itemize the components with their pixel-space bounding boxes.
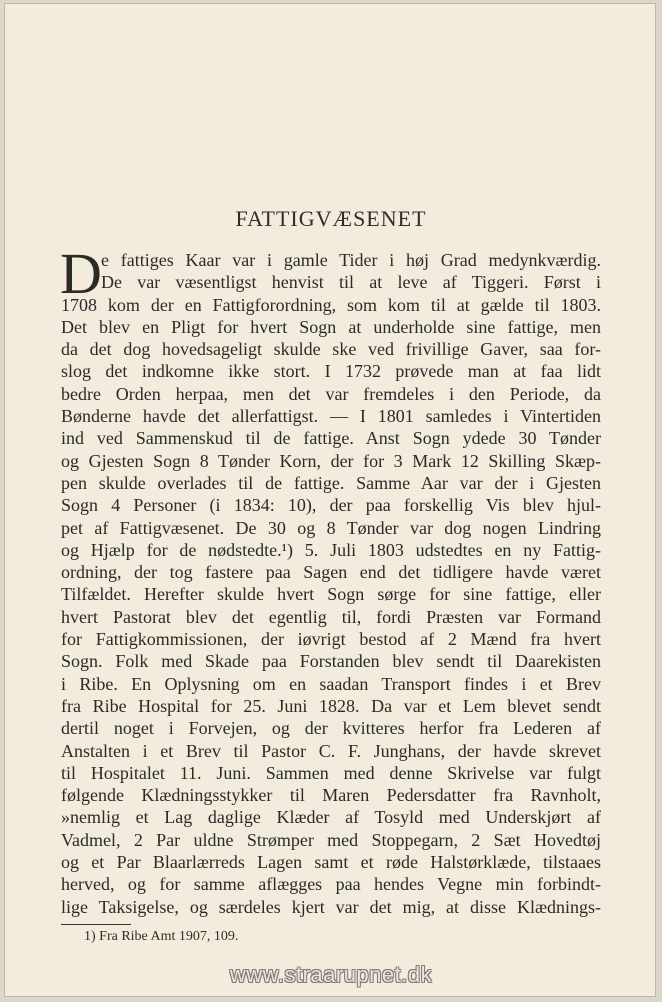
text-line: følgende Klædningsstykker til Maren Pedersdatter fra Ravnholt, [61, 785, 601, 806]
text-line: Tilfældet. Herefter skulde hvert Sogn sørge for sine fattige, eller [61, 584, 601, 605]
text-line: fra Ribe Hospital for 25. Juni 1828. Da var et Lem blevet sendt [61, 695, 601, 716]
text-line: De var væsentligst henvist til at leve af Tiggeri. Først i [101, 272, 601, 293]
text-line: lige Taksigelse, og særdeles kjert var det mig, at disse Klædnings- [61, 896, 601, 917]
text-line: bedre Orden herpaa, men det var fremdeles i den Periode, da [61, 383, 601, 404]
text-line: Anstalten i et Brev til Pastor C. F. Junghans, der havde skrevet [61, 740, 601, 761]
drop-cap: D [60, 241, 102, 306]
text-line: Vadmel, 2 Par uldne Strømper med Stoppegarn, 2 Sæt Hovedtøj [61, 829, 601, 850]
text-line: hvert Pastorat blev det egentlig til, fordi Præsten var Formand [61, 606, 601, 627]
text-line: Sogn 4 Personer (i 1834: 10), der paa forskellig Vis blev hjul- [61, 495, 601, 516]
text-line: pet af Fattigvæsenet. De 30 og 8 Tønder var dog nogen Lindring [61, 517, 601, 538]
text-line: i Ribe. En Oplysning om en saadan Transport findes i et Brev [61, 673, 601, 694]
text-line: herved, og for samme aflægges paa hendes Vegne min forbindt- [61, 874, 601, 895]
text-line: 1708 kom der en Fattigforordning, som kom til at gælde til 1803. [61, 294, 601, 315]
text-line: »nemlig et Lag daglige Klæder af Tosyld med Underskjørt af [61, 807, 601, 828]
text-line: for Fattigkommissionen, der iøvrigt bestod af 2 Mænd fra hvert [61, 629, 601, 650]
text-line: Bønderne havde det allerfattigst. — I 1801 samledes i Vintertiden [61, 406, 601, 427]
text-line: til Hospitalet 11. Juni. Sammen med denne Skrivelse var fulgt [61, 762, 601, 783]
text-line: og et Par Blaarlærreds Lagen samt et røde Halstørklæde, tilstaaes [61, 852, 601, 873]
text-line: e fattiges Kaar var i gamle Tider i høj Grad medynkværdig. [101, 250, 601, 270]
text-line: og Gjesten Sogn 8 Tønder Korn, der for 3 Mark 12 Skilling Skæp- [61, 450, 601, 471]
footnote-divider [61, 924, 131, 925]
watermark: www.straarupnet.dk [229, 962, 433, 987]
text-line: Det blev en Pligt for hvert Sogn at underholde sine fattige, men [61, 316, 601, 337]
text-line: og Hjælp for de nødstedte.¹) 5. Juli 1803 udstedtes en ny Fattig- [61, 539, 601, 560]
text-line: ind ved Sammenskud til de fattige. Anst Sogn ydede 30 Tønder [61, 428, 601, 449]
text-line: dertil noget i Forvejen, og der kvitteres herfor fra Lederen af [61, 718, 601, 739]
body-text [61, 249, 601, 918]
footnote: 1) Fra Ribe Amt 1907, 109. [84, 929, 239, 944]
text-line: ordning, der tog fastere paa Sagen end det tidligere havde været [61, 562, 601, 583]
text-line: pen skulde overlades til de fattige. Samme Aar var der i Gjesten [61, 472, 601, 493]
page-title: FATTIGVÆSENET [235, 206, 427, 231]
text-line: Sogn. Folk med Skade paa Forstanden blev sendt til Daarekisten [61, 651, 601, 672]
text-line: da det dog hovedsageligt skulde ske ved frivillige Gaver, saa for- [61, 339, 601, 360]
text-line: slog det indkomne ikke stort. I 1732 prøvede man at faa lidt [61, 361, 601, 382]
